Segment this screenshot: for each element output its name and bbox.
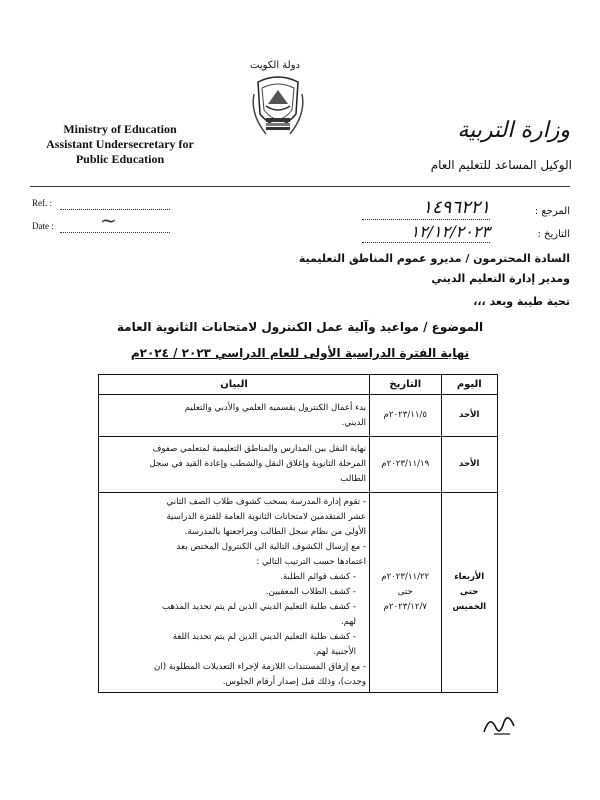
row-1-line-1: بدء أعمال الكنترول بقسميه العلمي والأدبي والتعليم: [184, 402, 367, 413]
row-3-line-2: عشر المتقدمين لامتحانات الثانوية العامة للفترة الدراسية: [166, 512, 367, 522]
ministry-arabic-title: وزارة التربية: [457, 118, 570, 143]
signature-mark-icon: [480, 710, 520, 740]
row-2-line-2: المرحلة الثانوية وإغلاق النقل والشطب وإعادة القيد في سجل: [149, 459, 367, 469]
row-3-bullet-4: - كشف طلبة التعليم الديني الذين لم يتم تحديد اللغة: [172, 632, 357, 642]
date-dotted-line: [60, 232, 170, 233]
english-header-line-1: Ministry of Education: [63, 122, 177, 136]
row-3-date-from: ٢٠٢٣/١١/٢٢م: [381, 572, 430, 582]
arabic-ref-value: ١٤٩٦٢٢١: [422, 197, 490, 218]
row-3-line-3: الأولى من نظام سجل الطالب ومراجعتها بالمدرسة.: [184, 527, 367, 537]
row-3-line-5: اعتمادها حسب الترتيب التالي :: [256, 557, 367, 567]
arabic-date-dotted-line: [362, 242, 490, 243]
date-label: Date :: [32, 221, 54, 231]
arabic-date-label: التاريخ :: [537, 229, 570, 240]
subject-line-2: نهاية الفترة الدراسية الأولى للعام الدراسي ٢٠٢٣ / ٢٠٢٤م: [130, 346, 470, 360]
schedule-table: [98, 374, 498, 693]
table-header-row: [99, 375, 498, 395]
emblem-caption: دولة الكويت: [250, 60, 300, 71]
row-3-line-4: - مع إرسال الكشوف التالية الى الكنترول المختص بعد: [176, 542, 367, 552]
ministry-arabic-subtitle: الوكيل المساعد للتعليم العام: [430, 158, 572, 172]
row-3-day-from: الأربعاء: [454, 572, 485, 582]
recipients-line-2: ومدير إدارة التعليم الديني: [431, 272, 570, 285]
row-1-date: ٢٠٢٣/١١/٥م: [370, 395, 441, 437]
row-2-date: ٢٠٢٣/١١/١٩م: [370, 437, 441, 493]
row-3-date: [370, 493, 441, 693]
row-2-line-1: نهاية النقل بين المدارس والمناطق التعليمية لمتعلمي صفوف: [152, 444, 367, 454]
english-header: [20, 122, 220, 167]
ref-label: Ref. :: [32, 198, 52, 208]
row-3-date-to: ٢٠٢٣/١٢/٧م: [383, 602, 427, 612]
date-stamp-mark: ~: [100, 208, 119, 232]
english-header-line-3: Public Education: [75, 152, 165, 166]
kuwait-emblem-icon: [248, 74, 308, 144]
recipients-line-1: السادة المحترمون / مديرو عموم المناطق التعليمية: [298, 252, 570, 265]
row-3-description: [99, 493, 370, 693]
row-1-line-2: الديني.: [341, 417, 367, 428]
row-3-day-to: الخميس: [452, 602, 487, 612]
row-2-day: الأحد: [441, 437, 498, 493]
table-row: [99, 437, 498, 493]
row-3-bullet-2: - كشف الطلاب المعفيين.: [265, 587, 357, 597]
arabic-ref-label: المرجع :: [534, 206, 570, 217]
row-2-line-3: الطالب: [340, 474, 367, 484]
row-3-day: [441, 493, 498, 693]
row-3-date-until: حتى: [397, 587, 413, 597]
header-divider: [30, 186, 570, 187]
row-3-bullet-3: - كشف طلبة التعليم الديني الذين لم يتم تحديد المذهب: [161, 602, 357, 612]
row-3-line-1: - تقوم إدارة المدرسة بسحب كشوف طلاب الصف الثاني: [166, 497, 367, 507]
row-3-bullet-1: - كشف قوائم الطلبة.: [280, 572, 357, 582]
subject-line-1: الموضوع / مواعيد وآلية عمل الكنترول لامتحانات الثانوية العامة: [116, 320, 484, 334]
row-1-description: [99, 395, 370, 437]
header-description: البيان: [99, 375, 370, 395]
row-1-day: الأحد: [441, 395, 498, 437]
arabic-date-value: ١٢/١٢/٢٠٢٣: [410, 222, 490, 241]
row-3-bullet-3-cont: لهم.: [341, 617, 357, 627]
row-3-bullet-4-cont: الأجنبية لهم.: [313, 647, 357, 657]
greeting: تحية طيبة وبعد ،،،: [473, 295, 570, 308]
header-date: التاريخ: [370, 375, 441, 395]
row-3-closing-1: - مع إرفاق المستندات اللازمة لإجراء التعديلات المطلوبة (ان: [154, 662, 367, 672]
table-row: [99, 493, 498, 693]
arabic-ref-dotted-line: [362, 219, 490, 220]
row-3-day-until: حتى: [460, 587, 479, 597]
table-row: [99, 395, 498, 437]
row-2-description: [99, 437, 370, 493]
english-header-line-2: Assistant Undersecretary for: [46, 137, 194, 151]
header-day: اليوم: [441, 375, 498, 395]
row-3-closing-2: وجدت)، وذلك قبل إصدار أرقام الجلوس.: [222, 677, 367, 687]
